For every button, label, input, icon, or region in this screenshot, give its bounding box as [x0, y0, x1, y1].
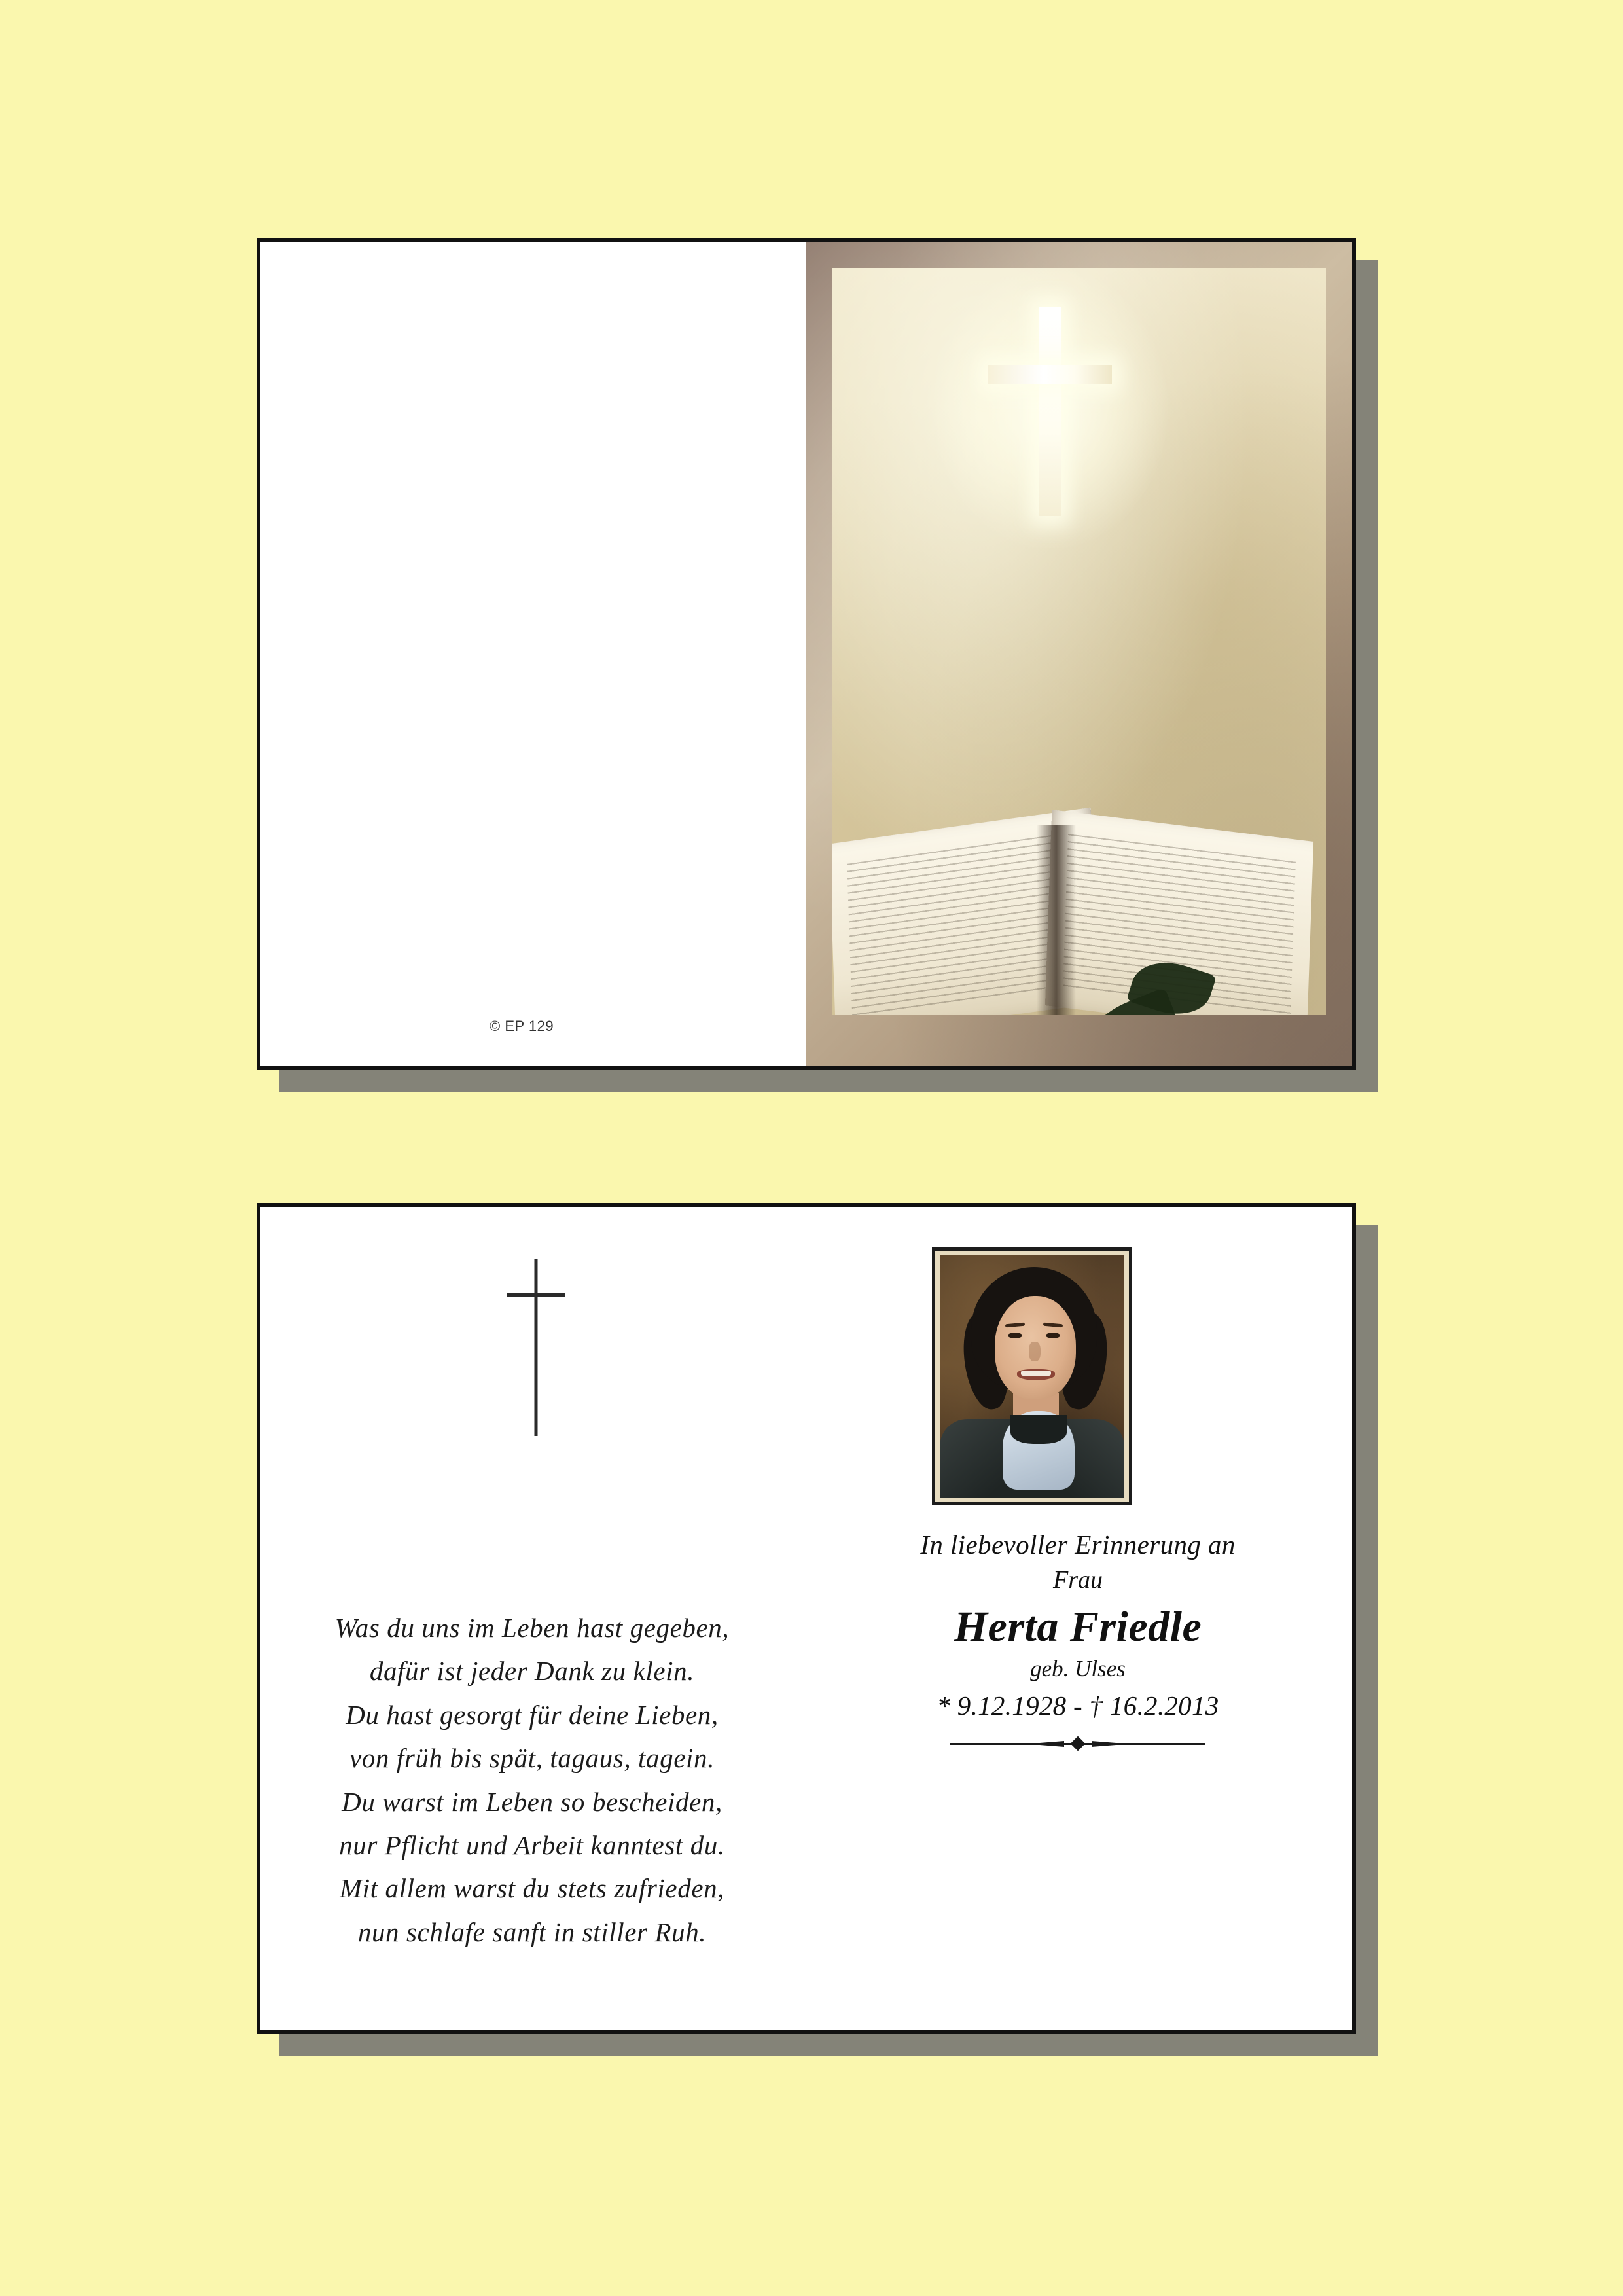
memorial-intro: In liebevoller Erinnerung an	[920, 1530, 1236, 1560]
cross-vertical-bar	[535, 1259, 538, 1436]
cross-horizontal-bar	[507, 1293, 565, 1297]
copyright-label: © EP 129	[490, 1018, 554, 1034]
memorial-card-outer	[257, 238, 1356, 1070]
cross-horizontal-bar	[988, 365, 1112, 384]
decorative-divider	[950, 1738, 1205, 1749]
verse-line: dafür ist jeder Dank zu klein.	[369, 1656, 695, 1687]
memorial-verse	[287, 1606, 777, 1954]
verse-line: Mit allem warst du stets zufrieden,	[339, 1873, 725, 1904]
teeth	[1021, 1371, 1051, 1376]
nose	[1029, 1342, 1041, 1361]
collar	[1010, 1415, 1067, 1444]
outer-card-image-panel	[806, 242, 1352, 1066]
cross-vertical-bar	[1039, 307, 1061, 516]
verse-line: Du hast gesorgt für deine Lieben,	[346, 1699, 719, 1730]
glowing-cross-icon	[981, 307, 1118, 516]
inner-card-right-panel	[804, 1207, 1352, 2030]
deceased-name: Herta Friedle	[954, 1603, 1202, 1651]
portrait-frame	[932, 1247, 1132, 1505]
portrait-photo	[940, 1255, 1124, 1498]
eye-right	[1046, 1333, 1060, 1338]
open-book-illustration	[832, 747, 1304, 1015]
verse-line: Du warst im Leben so bescheiden,	[342, 1786, 722, 1817]
divider-wing-right	[1092, 1741, 1128, 1747]
eye-left	[1008, 1333, 1022, 1338]
inner-card-left-panel	[260, 1207, 804, 2030]
latin-cross-icon	[507, 1259, 565, 1436]
verse-line: Was du uns im Leben hast gegeben,	[334, 1613, 730, 1643]
verse-line: von früh bis spät, tagaus, tagein.	[349, 1743, 715, 1774]
maiden-name: geb. Ulses	[1030, 1656, 1126, 1681]
memorial-salutation: Frau	[1053, 1566, 1103, 1594]
divider-diamond	[1071, 1736, 1086, 1751]
birth-death-dates: * 9.12.1928 - † 16.2.2013	[936, 1691, 1219, 1721]
memorial-card-inner	[257, 1203, 1356, 2034]
memorial-inscription	[817, 1529, 1339, 1749]
divider-wing-left	[1027, 1741, 1064, 1747]
outer-card-left-panel	[260, 242, 806, 1066]
verse-line: nur Pflicht und Arbeit kanntest du.	[339, 1830, 725, 1861]
verse-line: nun schlafe sanft in stiller Ruh.	[357, 1916, 707, 1947]
cover-illustration	[832, 268, 1326, 1015]
book-spine	[1037, 825, 1076, 1015]
